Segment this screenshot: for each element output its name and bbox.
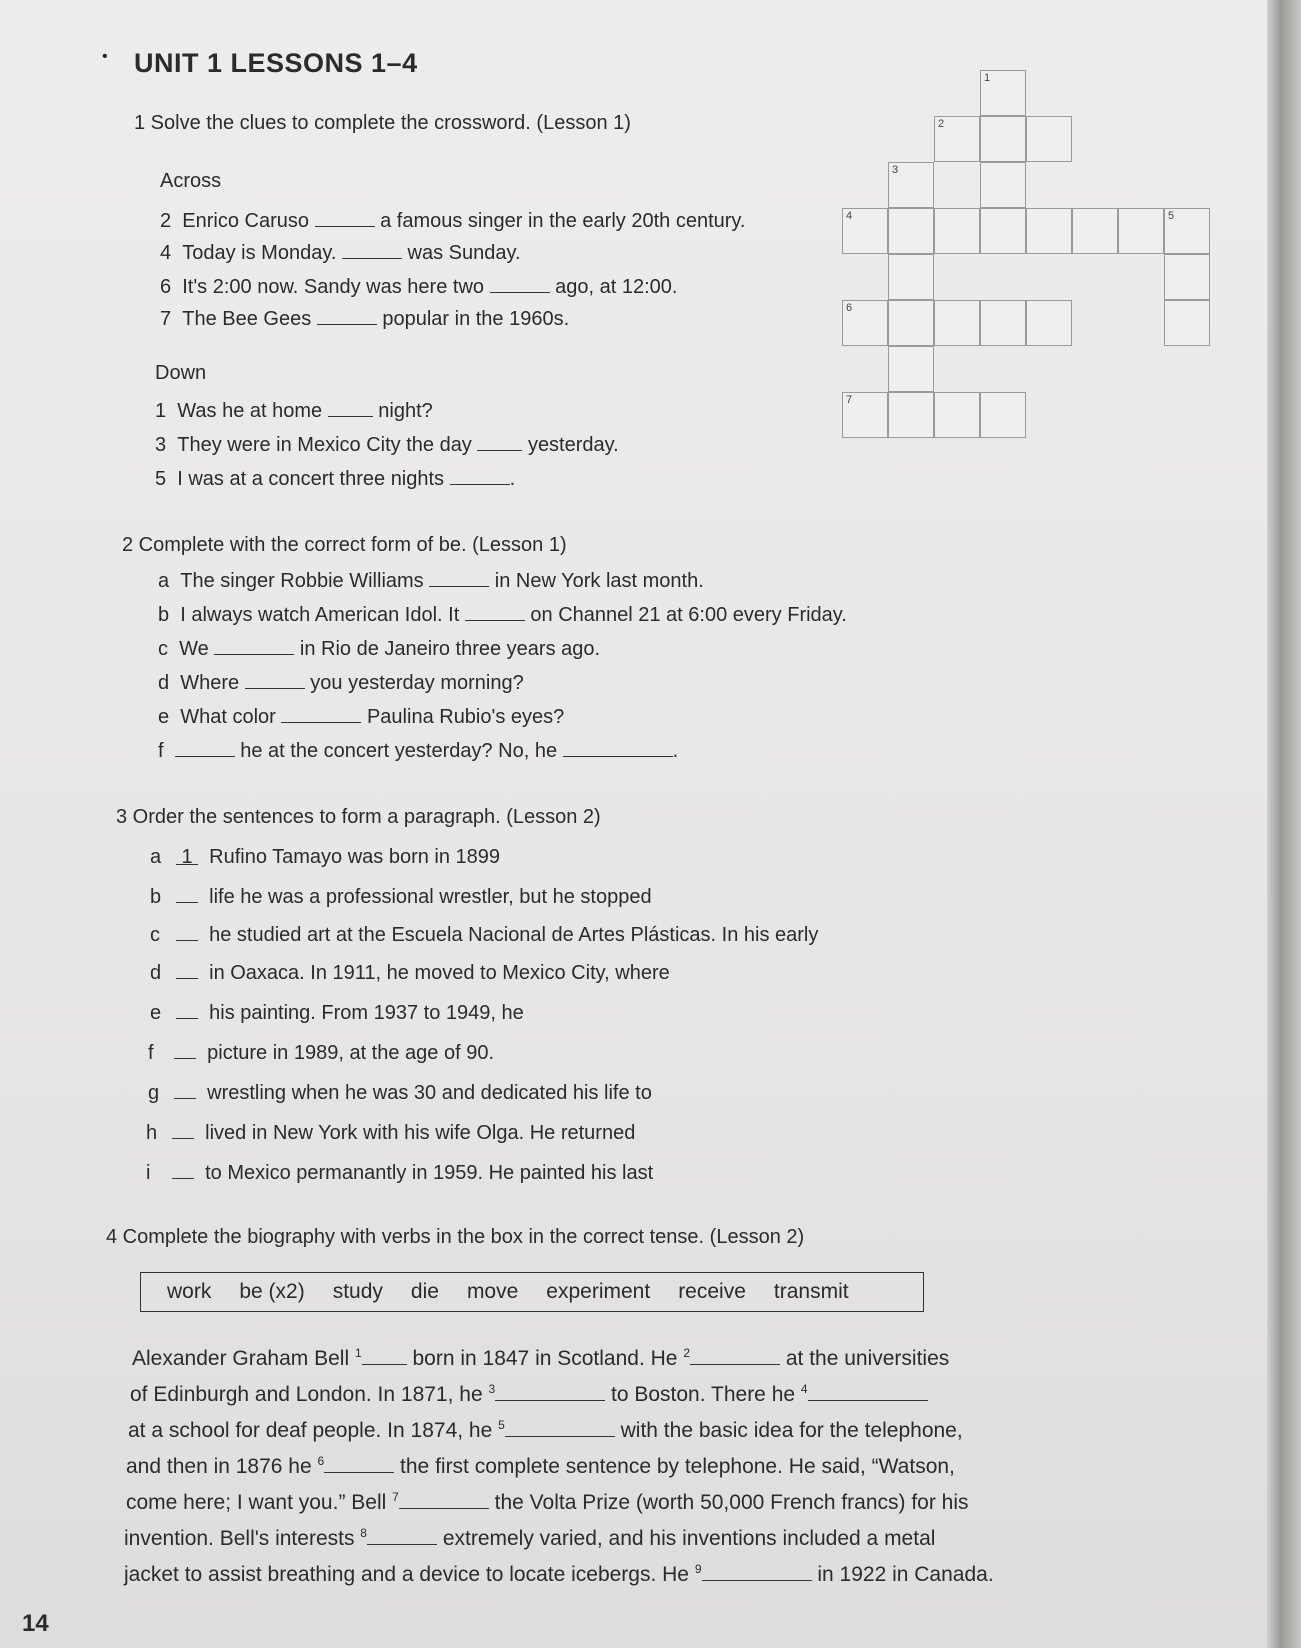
crossword-cell[interactable]: 7 [842, 392, 888, 438]
answer-blank[interactable] [495, 1382, 605, 1401]
answer-blank[interactable] [317, 306, 377, 325]
answer-blank[interactable] [450, 466, 510, 485]
order-blank[interactable] [172, 1160, 194, 1179]
ex1-across-item: 6 It's 2:00 now. Sandy was here two ago, at 12:00. [160, 276, 678, 298]
crossword-cell[interactable] [1164, 254, 1210, 300]
ex4-instruction: 4 Complete the biography with verbs in the box in the correct tense. (Lesson 2) [106, 1226, 805, 1248]
ex2-item: f he at the concert yesterday? No, he . [158, 740, 679, 762]
crossword-cell[interactable] [1164, 300, 1210, 346]
ex1-across-item: 7 The Bee Gees popular in the 1960s. [160, 308, 570, 330]
crossword-cell[interactable] [1072, 208, 1118, 254]
answer-blank[interactable] [342, 240, 402, 259]
ex2-item: a The singer Robbie Williams in New York last month. [158, 570, 704, 592]
crossword-cell[interactable] [1118, 208, 1164, 254]
answer-blank[interactable] [328, 398, 373, 417]
crossword-cell[interactable] [980, 208, 1026, 254]
ex4-line: come here; I want you.” Bell $^7$ the Volta Prize (worth 50,000 French francs) for his [126, 1490, 969, 1514]
crossword-cell[interactable]: 5 [1164, 208, 1210, 254]
crossword-cell[interactable]: 1 [980, 70, 1026, 116]
answer-blank[interactable] [281, 704, 361, 723]
ex1-down-item: 5 I was at a concert three nights . [155, 468, 516, 490]
crossword-cell[interactable] [888, 208, 934, 254]
answer-blank[interactable] [429, 568, 489, 587]
ex3-item: i to Mexico permanantly in 1959. He painted his last [146, 1162, 654, 1184]
order-blank[interactable] [174, 1080, 196, 1099]
ex4-line: Alexander Graham Bell $^1$ born in 1847 in Scotland. He $^2$ at the universities [132, 1346, 950, 1370]
order-blank[interactable] [172, 1120, 194, 1139]
word-box-item: experiment [546, 1280, 651, 1303]
ex3-item: c he studied art at the Escuela Nacional de Artes Plásticas. In his early [150, 924, 819, 946]
answer-blank[interactable] [702, 1562, 812, 1581]
ex4-line: jacket to assist breathing and a device to locate icebergs. He $^9$ in 1922 in Canada. [124, 1562, 994, 1586]
answer-blank[interactable] [399, 1490, 489, 1509]
crossword-cell[interactable] [980, 392, 1026, 438]
answer-blank[interactable] [477, 432, 522, 451]
ex2-item: b I always watch American Idol. It on Channel 21 at 6:00 every Friday. [158, 604, 847, 626]
answer-blank[interactable] [563, 738, 673, 757]
ex2-item: d Where you yesterday morning? [158, 672, 524, 694]
ex1-down-item: 1 Was he at home night? [155, 400, 433, 422]
crossword-cell[interactable] [980, 116, 1026, 162]
word-box-item: transmit [773, 1280, 849, 1303]
ex3-item: h lived in New York with his wife Olga. He returned [146, 1122, 636, 1144]
page-number: 14 [22, 1610, 49, 1637]
bullet-mark: • [102, 48, 108, 65]
crossword-cell[interactable] [888, 392, 934, 438]
answer-blank[interactable] [465, 602, 525, 621]
word-box-item: study [332, 1280, 383, 1303]
ex1-across-item: 4 Today is Monday. was Sunday. [160, 242, 521, 264]
answer-blank[interactable] [808, 1382, 928, 1401]
answer-blank[interactable] [214, 636, 294, 655]
order-blank[interactable]: 1 [176, 846, 198, 865]
answer-blank[interactable] [175, 738, 235, 757]
ex2-item: e What color Paulina Rubio's eyes? [158, 706, 565, 728]
ex1-instruction: 1 Solve the clues to complete the crossword. (Lesson 1) [134, 112, 631, 134]
crossword-cell[interactable]: 3 [888, 162, 934, 208]
answer-blank[interactable] [505, 1418, 615, 1437]
ex4-line: invention. Bell's interests $^8$ extremely varied, and his inventions included a metal [124, 1526, 936, 1550]
crossword-cell[interactable] [888, 346, 934, 392]
ex3-item: e his painting. From 1937 to 1949, he [150, 1002, 524, 1024]
ex3-instruction: 3 Order the sentences to form a paragraph. (Lesson 2) [116, 806, 601, 828]
word-box [140, 1272, 924, 1312]
crossword-cell[interactable]: 4 [842, 208, 888, 254]
crossword-grid [840, 60, 1280, 520]
crossword-cell[interactable] [934, 208, 980, 254]
answer-blank[interactable] [362, 1346, 407, 1365]
answer-blank[interactable] [690, 1346, 780, 1365]
order-blank[interactable] [176, 884, 198, 903]
answer-blank[interactable] [315, 208, 375, 227]
answer-blank[interactable] [490, 274, 550, 293]
ex1-down-label: Down [155, 362, 207, 384]
ex4-line: and then in 1876 he $^6$ the first complete sentence by telephone. He said, “Watson, [126, 1454, 955, 1478]
order-blank[interactable] [176, 960, 198, 979]
answer-blank[interactable] [324, 1454, 394, 1473]
ex3-item: a 1 Rufino Tamayo was born in 1899 [150, 846, 501, 868]
ex4-line: at a school for deaf people. In 1874, he $^5$ with the basic idea for the telephone, [128, 1418, 963, 1442]
ex1-down-item: 3 They were in Mexico City the day yesterday. [155, 434, 619, 456]
ex3-item: d in Oaxaca. In 1911, he moved to Mexico City, where [150, 962, 670, 984]
order-blank[interactable] [174, 1040, 196, 1059]
ex3-item: b life he was a professional wrestler, but he stopped [150, 886, 652, 908]
ex1-across-item: 2 Enrico Caruso a famous singer in the early 20th century. [160, 210, 746, 232]
crossword-cell[interactable] [980, 162, 1026, 208]
word-box-item: die [410, 1280, 439, 1303]
word-box-item: move [466, 1280, 519, 1303]
word-box-item: receive [678, 1280, 746, 1303]
crossword-cell[interactable]: 2 [934, 116, 980, 162]
crossword-cell[interactable] [934, 300, 980, 346]
crossword-cell[interactable] [1026, 208, 1072, 254]
crossword-cell[interactable] [888, 254, 934, 300]
book-edge [1267, 0, 1301, 1648]
word-box-item: be (x2) [239, 1280, 305, 1303]
ex3-item: f picture in 1989, at the age of 90. [148, 1042, 494, 1064]
word-box-item: work [167, 1280, 212, 1303]
crossword-cell[interactable]: 6 [842, 300, 888, 346]
crossword-cell[interactable] [980, 300, 1026, 346]
ex4-line: of Edinburgh and London. In 1871, he $^3$ to Boston. There he $^4$ [130, 1382, 928, 1407]
ex2-instruction: 2 Complete with the correct form of be. (Lesson 1) [122, 534, 567, 556]
crossword-cell[interactable] [888, 300, 934, 346]
crossword-cell[interactable] [1026, 116, 1072, 162]
crossword-cell[interactable] [1026, 300, 1072, 346]
page-title: UNIT 1 LESSONS 1–4 [134, 48, 418, 78]
ex1-across-label: Across [160, 170, 222, 192]
order-blank[interactable] [176, 922, 198, 941]
crossword-cell[interactable] [934, 392, 980, 438]
answer-blank[interactable] [245, 670, 305, 689]
ex3-item: g wrestling when he was 30 and dedicated his life to [148, 1082, 652, 1104]
answer-blank[interactable] [367, 1526, 437, 1545]
order-blank[interactable] [176, 1000, 198, 1019]
ex2-item: c We in Rio de Janeiro three years ago. [158, 638, 601, 660]
